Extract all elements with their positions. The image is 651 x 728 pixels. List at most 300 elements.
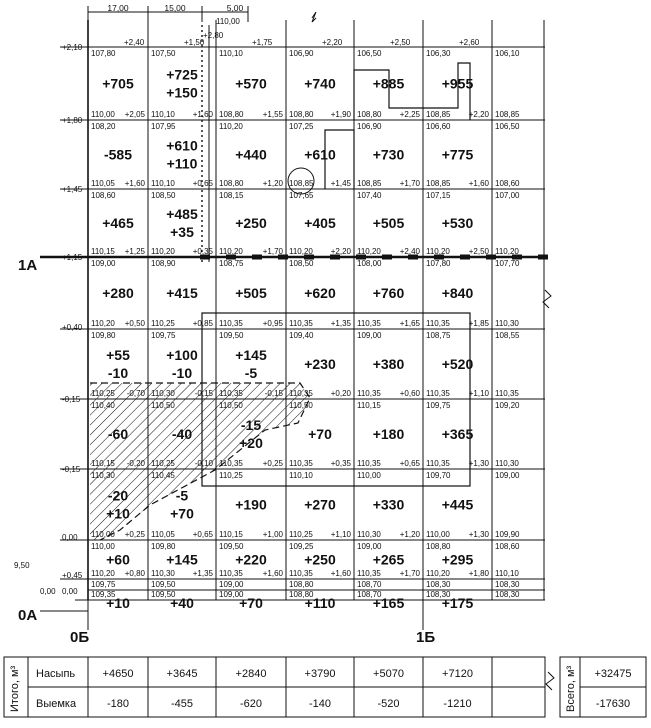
left-mark: 0,00 [62,533,78,542]
cell-bottom-elev: 110,35 [426,319,450,328]
cell-top-elev: 110,00 [91,542,115,551]
strip-volume: +165 [372,595,405,611]
cell-bottom-elev: 110,35 [495,389,519,398]
side-dim: 9,50 [14,561,30,570]
cell-volume: +760 [372,285,405,301]
cell-volume: +955 [441,75,474,92]
cell-top-elev: 110,15 [357,401,381,410]
fill-value: +2840 [235,668,267,680]
cell-top-elev: 109,80 [91,331,116,340]
cell-bottom-elev: 110,25 [91,389,115,398]
cell-top-elev: 106,50 [495,122,520,131]
dim-17: 17,00 [107,3,129,13]
cell-bottom-elev: 110,05 [151,530,175,539]
cell-top-elev: 108,75 [219,259,244,268]
cell-top-elev: 109,00 [495,471,520,480]
cell-bottom-elev: 110,35 [219,569,243,578]
cell-top-elev: 110,20 [219,122,243,131]
axis-label-1b: 1Б [416,629,436,646]
cell-bottom-elev: 110,35 [426,389,450,398]
node-work-mark: +1,70 [262,247,283,256]
grid-labels [9,3,632,712]
cell-top-elev: 107,15 [426,191,451,200]
cell-bottom-elev: 108,85 [357,179,382,188]
dim-5: 5,00 [226,3,244,13]
cell-top-elev: 107,00 [495,191,520,200]
total-fill: +32475 [594,668,632,680]
node-work-mark: +1,25 [124,247,145,256]
cell-volume: +10 [106,505,130,522]
cell-bottom-elev: 108,80 [219,179,244,188]
cell-top-elev: 108,60 [495,542,520,551]
cell-bottom-elev: 110,35 [357,459,381,468]
node-work-mark: +0,80 [124,569,145,578]
cell-bottom-elev: 110,35 [219,389,243,398]
cell-top-elev: 107,65 [289,191,314,200]
cell-volume: -10 [171,365,193,381]
node-work-mark: +2,60 [459,38,480,47]
cell-bottom-elev: 110,10 [151,110,175,119]
cell-top-elev: 110,40 [91,401,115,410]
grid-cell [426,471,490,539]
node-work-mark: +1,60 [192,110,213,119]
node-work-mark: -0,20 [126,459,145,468]
node-work-mark: +2,40 [124,38,145,47]
cell-top-elev: 110,50 [289,401,313,410]
axis-dash [382,255,392,260]
cell-volume: +295 [441,551,474,568]
grid-cell [219,38,284,119]
cell-volume: +520 [441,356,474,372]
cell-top-elev: 109,80 [151,542,176,551]
cell-top-elev: 106,90 [289,49,314,58]
axis-dash [538,255,548,260]
strip-elev: 108,30 [495,590,520,599]
grid-cell [91,191,146,256]
node-work-mark: +1,00 [262,530,283,539]
cell-bottom-elev: 110,35 [289,569,313,578]
node-work-mark: +1,45 [330,179,351,188]
cell-volume: +610 [304,146,336,163]
node-work-mark: +2,25 [399,110,420,119]
cell-volume: +20 [239,435,263,451]
cell-bottom-elev: 108,85 [426,179,451,188]
strip-volume: +10 [106,595,130,611]
cell-top-elev: 109,50 [219,331,244,340]
cell-bottom-elev: 110,35 [289,319,313,328]
grid-cell [495,542,520,578]
node-work-mark: +0,25 [262,459,283,468]
node-work-mark: +0,60 [399,389,420,398]
cell-bottom-elev: 110,35 [426,459,450,468]
left-mark: +1,80 [62,116,83,125]
cell-volume: +250 [235,215,267,231]
cell-volume: +230 [304,356,336,372]
cell-bottom-elev: 110,20 [91,569,115,578]
grid-cell [151,259,214,328]
strip-elev: 109,00 [219,590,244,599]
grid-cell [289,191,352,256]
node-work-mark: +0,35 [192,247,213,256]
cell-top-elev: 109,00 [357,542,382,551]
grid-cell [426,331,490,398]
cell-bottom-elev: 110,00 [91,530,115,539]
left-mark: +1,15 [62,253,83,262]
grid-cell [289,38,352,119]
node-work-mark: +0,65 [192,530,213,539]
cell-top-elev: 106,50 [357,49,382,58]
cell-top-elev: 108,50 [151,191,176,200]
cell-bottom-elev: 108,80 [357,110,382,119]
grid-cell [495,49,520,119]
node-work-mark: +1,85 [468,319,489,328]
grid-cell [151,38,214,119]
node-work-mark: +0,85 [192,319,213,328]
strip-elev: 108,30 [426,590,451,599]
node-work-mark: +1,65 [399,319,420,328]
grid-cell [151,542,214,578]
grid-cell [91,542,146,578]
grid-cell [495,331,520,398]
node-work-mark: +1,75 [252,38,273,47]
cell-bottom-elev: 110,20 [91,319,115,328]
cell-bottom-elev: 110,35 [289,459,313,468]
left-mark: 0,00 [62,587,78,596]
grid-cell [289,471,352,539]
cell-volume: +55 [106,347,130,363]
cell-top-elev: 108,80 [426,542,451,551]
cell-bottom-elev: 108,80 [289,110,314,119]
fill-value: +4650 [102,668,134,680]
cell-top-elev: 107,25 [289,122,314,131]
fill-value: +3645 [166,668,198,680]
cell-top-elev: 107,80 [91,49,116,58]
cell-top-elev: 108,15 [219,191,244,200]
cell-volume: +570 [235,75,267,92]
cell-volume: +265 [372,551,405,568]
cell-volume: -5 [244,365,258,381]
grid-cell [357,122,421,188]
cell-top-elev: 108,60 [91,191,116,200]
node-work-mark: +1,35 [192,569,213,578]
cell-volume: -60 [107,426,129,442]
cell-volume: +70 [308,426,332,442]
cell-bottom-elev: 110,35 [219,459,243,468]
grid-cell [357,401,421,468]
axis-label-0b: 0Б [70,629,90,646]
strip-elev: 109,35 [91,590,116,599]
left-mark: -0,15 [62,395,81,404]
node-work-mark: +2,40 [399,247,420,256]
cell-volume: +250 [304,551,336,568]
cell-bottom-elev: 110,20 [426,247,450,256]
cell-bottom-elev: 110,35 [289,389,313,398]
node-work-mark: +0,95 [262,319,283,328]
cell-bottom-elev: 110,20 [357,247,381,256]
cell-volume: +620 [304,285,336,301]
cut-value: -140 [308,698,332,710]
side-dim: 0,00 [40,587,56,596]
cell-volume: +190 [235,496,267,513]
cell-volume: +220 [235,551,267,568]
summary-vertical-label: Итого, м³ [9,665,21,712]
node-work-mark: +2,05 [124,110,145,119]
strip-volume: +175 [441,595,474,611]
node-work-mark: -0,15 [194,389,213,398]
cell-volume: +270 [304,496,336,513]
strip-elev: 108,30 [495,580,520,589]
grid-cell [495,471,520,539]
cell-volume: +465 [102,215,134,231]
cell-volume: -10 [107,365,129,381]
node-work-mark: +1,70 [399,569,420,578]
cell-volume: +180 [372,426,405,442]
cell-volume: +610 [166,137,198,154]
cell-top-elev: 106,90 [357,122,382,131]
grid-cell [495,191,520,256]
cell-bottom-elev: 110,30 [151,389,175,398]
cell-top-elev: 110,00 [357,471,381,480]
grid-cell [219,471,284,539]
node-work-mark: +1,30 [468,459,489,468]
strip-elev: 108,70 [357,580,382,589]
cell-volume: +145 [166,551,198,568]
cell-top-elev: 109,25 [289,542,314,551]
grid-cell [91,38,146,119]
strip-elev: 109,00 [219,580,244,589]
axis-label-0a: 0А [18,607,38,624]
cell-volume: +365 [441,426,474,442]
left-mark: +0,45 [62,571,83,580]
cell-volume: +145 [235,347,267,363]
node-work-mark: +0,35 [330,459,351,468]
strip-volume: +110 [304,595,336,611]
cell-volume: +885 [372,75,405,92]
cell-volume: +100 [166,347,198,363]
cell-bottom-elev: 110,35 [357,569,381,578]
grid-cell [219,191,284,256]
cell-volume: -15 [240,417,262,433]
cell-top-elev: 107,95 [151,122,176,131]
cell-bottom-elev: 110,15 [91,459,115,468]
cell-bottom-elev: 110,30 [495,319,519,328]
cell-bottom-elev: 108,60 [495,179,520,188]
cell-volume: +775 [441,146,474,163]
cell-top-elev: 106,60 [426,122,451,131]
cell-top-elev: 107,70 [495,259,520,268]
node-work-mark: +1,80 [468,569,489,578]
grid-cell [357,471,421,539]
fill-value: +5070 [373,668,404,680]
cell-top-elev: 110,50 [219,401,243,410]
cell-bottom-elev: 110,20 [289,247,313,256]
fill-value: +7120 [442,668,473,680]
node-work-mark: +1,70 [399,179,420,188]
node-work-mark: +1,60 [330,569,351,578]
cell-bottom-elev: 110,10 [151,179,175,188]
cell-top-elev: 110,45 [151,471,175,480]
cell-bottom-elev: 110,35 [357,319,381,328]
cell-bottom-elev: 110,25 [289,530,313,539]
cell-volume: +505 [372,215,405,231]
total-vertical-label: Всего, м³ [565,665,577,712]
cell-volume: +70 [170,505,194,522]
cell-top-elev: 107,40 [357,191,382,200]
cell-top-elev: 109,75 [151,331,176,340]
strip-elev: 108,70 [357,590,382,599]
cell-bottom-elev: 110,20 [495,247,519,256]
strip-elev: 109,50 [151,580,176,589]
cell-volume: +740 [304,75,336,92]
strip-volume: +40 [170,595,194,611]
cell-volume: +505 [235,285,267,301]
node-work-mark: +1,50 [184,38,205,47]
node-work-mark: -0,15 [264,389,283,398]
cell-top-elev: 109,00 [357,331,382,340]
cell-volume: -40 [171,426,193,442]
grid-cell [289,122,352,188]
cell-volume: +150 [166,84,198,101]
total-cut: -17630 [595,698,631,710]
strip-elev: 109,75 [91,580,116,589]
cell-bottom-elev: 110,30 [495,459,519,468]
cell-volume: +60 [106,551,130,568]
cell-volume: -5 [175,487,189,504]
cell-top-elev: 109,50 [219,542,244,551]
grid-cell [426,401,490,468]
cell-bottom-elev: 110,20 [151,247,175,256]
grid-cell [289,542,352,578]
cell-top-elev: 110,30 [91,471,115,480]
fill-value: +3790 [304,668,336,680]
node-work-mark: +2,20 [468,110,489,119]
cell-top-elev: 109,40 [289,331,314,340]
grid-cell [151,191,214,256]
grid-cell [357,542,421,578]
left-mark: +1,45 [62,185,83,194]
cell-volume: -585 [103,146,133,163]
fill-label: Насыпь [36,668,76,680]
grid-cell [91,259,146,328]
cell-volume: +445 [441,496,474,513]
grid-cell [495,259,520,328]
node-work-mark: +1,60 [262,569,283,578]
strip-elev: 109,50 [151,590,176,599]
cell-bottom-elev: 110,25 [151,459,175,468]
grid-cell [426,122,490,188]
cell-bottom-elev: 108,85 [289,179,314,188]
cell-bottom-elev: 109,90 [495,530,520,539]
strip-elev: 108,80 [289,580,314,589]
cell-bottom-elev: 110,15 [91,247,115,256]
cell-volume: +530 [441,215,474,231]
cell-top-elev: 106,10 [495,49,520,58]
node-work-mark: +2,50 [390,38,411,47]
node-work-mark: +1,35 [330,319,351,328]
node-work-mark: +1,10 [468,389,489,398]
node-work-mark: +0,25 [124,530,145,539]
grid-cell [357,331,421,398]
cell-volume: +485 [166,206,198,222]
cell-volume: +35 [170,224,194,240]
node-work-mark: +1,20 [262,179,283,188]
cut-value: -1210 [443,698,472,710]
cell-volume: +725 [166,66,198,83]
break-symbol [546,672,554,690]
cell-bottom-elev: 110,30 [357,530,381,539]
left-mark: +2,10 [62,43,83,52]
cell-top-elev: 108,50 [289,259,314,268]
cell-bottom-elev: 110,20 [426,569,450,578]
cell-top-elev: 108,00 [357,259,382,268]
cell-volume: +440 [235,146,267,163]
grid-cell [289,259,352,328]
cell-volume: +330 [372,496,405,513]
cell-volume: +730 [372,146,405,163]
node-work-mark: +1,20 [399,530,420,539]
grid-cell [495,122,520,188]
node-work-mark: +1,30 [468,530,489,539]
dim-15: 15,00 [164,3,186,13]
cell-top-elev: 110,50 [151,401,175,410]
cell-top-elev: 109,20 [495,401,520,410]
grid-cell [219,542,284,578]
grid-cell [219,122,284,188]
node-work-mark: +1,90 [330,110,351,119]
cell-top-elev: 107,50 [151,49,176,58]
grid-cell [357,191,421,256]
node-work-mark: +0,65 [399,459,420,468]
cut-value: -455 [170,698,194,710]
grid-cell [495,401,520,468]
cell-volume: +110 [166,155,198,172]
cell-bottom-elev: 110,00 [426,530,450,539]
strip-elev: 108,80 [289,590,314,599]
grid-cell [426,542,490,578]
cell-top-elev: 107,80 [426,259,451,268]
cell-bottom-elev: 110,05 [91,179,115,188]
cell-top-elev: 110,10 [219,49,243,58]
grid-cell [151,122,214,188]
strip-volume: +70 [239,595,263,611]
cell-volume: +405 [304,215,336,231]
cell-top-elev: 109,00 [91,259,116,268]
grid-cell [91,122,146,188]
cut-value: -620 [239,698,263,710]
top-mark: 110,00 [216,17,240,26]
cell-top-elev: 106,30 [426,49,451,58]
node-work-mark: +2,20 [322,38,343,47]
axis-dash [252,255,262,260]
cell-bottom-elev: 110,30 [151,569,175,578]
strip-elev: 108,30 [426,580,451,589]
cell-volume: +415 [166,285,198,301]
grid-cell [357,259,421,328]
cell-bottom-elev: 110,20 [219,247,243,256]
cell-volume: +705 [102,75,134,92]
cell-bottom-elev: 110,35 [357,389,381,398]
cell-volume: +280 [102,285,134,301]
node-work-mark: +0,20 [330,389,351,398]
cell-volume: +840 [441,285,474,301]
cell-top-elev: 108,20 [91,122,116,131]
top-mark: +2,80 [203,31,224,40]
node-work-mark: +2,50 [468,247,489,256]
cell-top-elev: 109,70 [426,471,451,480]
node-work-mark: -0,70 [126,389,145,398]
grid-cell [219,259,284,328]
cell-top-elev: 108,75 [426,331,451,340]
